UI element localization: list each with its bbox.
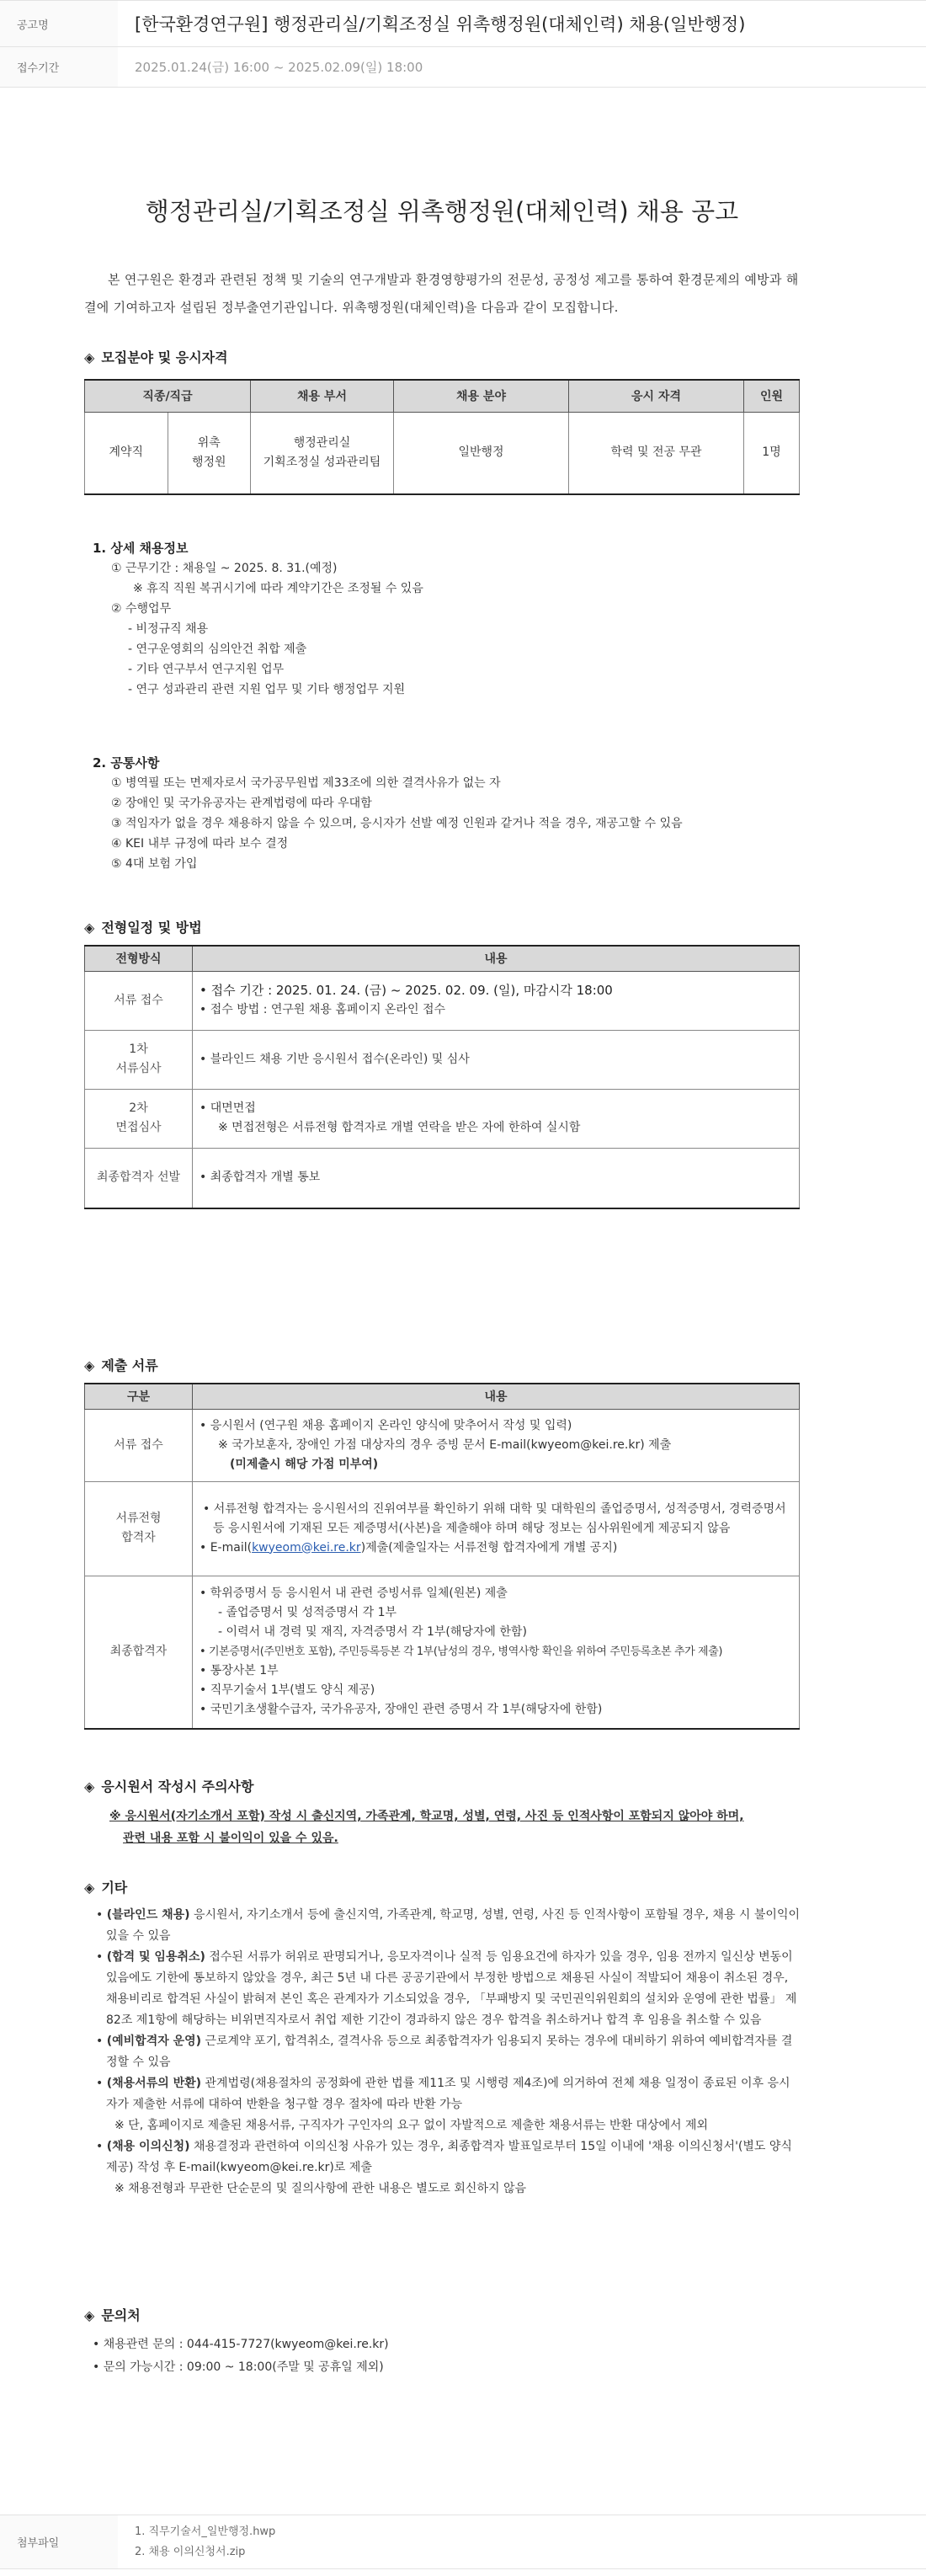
etc-item: • (채용 이의신청) 채용결정과 관련하여 이의신청 사유가 있는 경우, 최종합격자 발표일로부터 15일 이내에 '채용 이의신청서'(별도 양식 제공) 작성 후 E-mail(kwyeom@kei.re.kr)로 제출 — [96, 2140, 792, 2174]
cell-content — [193, 1409, 800, 1481]
common-line: ③ 적임자가 없을 경우 채용하지 않을 수 있으며, 응시자가 선발 예정 인원과 같거나 적을 경우, 재공고할 수 있음 — [111, 817, 683, 830]
attachments-label: 첨부파일 — [0, 2515, 118, 2568]
cell-grade: 위촉 행정원 — [168, 412, 251, 494]
cell-cat: 최종합격자 선발 — [85, 1148, 193, 1208]
cell-content — [193, 971, 800, 1030]
th-type: 직종/직급 — [85, 380, 251, 412]
detail-info — [93, 538, 423, 700]
attachment-file-link[interactable]: 1. 직무기술서_일반행정.hwp — [135, 2525, 276, 2538]
content-line: • 국민기초생활수급자, 국가유공자, 장애인 관련 증명서 각 1부(해당자에 한함) — [200, 1703, 603, 1717]
detail-heading: 1. 상세 채용정보 — [93, 541, 189, 556]
cell-cat: 서류전형 합격자 — [85, 1481, 193, 1576]
cell-cat: 최종합격자 — [85, 1576, 193, 1729]
diamond-icon: ◈ — [84, 920, 95, 936]
process-table — [84, 945, 800, 1209]
documents-table — [84, 1383, 800, 1730]
detail-line: - 기타 연구부서 연구지원 업무 — [128, 663, 285, 676]
content-line: • 직무기술서 1부(별도 양식 제공) — [200, 1683, 375, 1698]
cell-type: 계약직 — [85, 412, 168, 494]
attachments-area — [0, 2515, 926, 2576]
cell-content: • 블라인드 채용 기반 응시원서 접수(온라인) 및 심사 — [193, 1030, 800, 1089]
etc-item: • (예비합격자 운영) 근로계약 포기, 합격취소, 결격사유 등으로 최종합격자가 임용되지 못하는 경우에 대비하기 위하여 예비합격자를 결정할 수 있음 — [96, 2035, 793, 2069]
period-row — [0, 47, 926, 88]
document-title: 행정관리실/기획조정실 위촉행정원(대체인력) 채용 공고 — [145, 197, 739, 226]
detail-line: ※ 휴직 직원 복귀시기에 따라 계약기간은 조정될 수 있음 — [133, 582, 423, 595]
attachment-file-link[interactable]: 2. 채용 이의신청서.zip — [135, 2546, 246, 2558]
period-value: 2025.01.24(금) 16:00 ~ 2025.02.09(일) 18:00 — [135, 60, 423, 75]
th-content: 내용 — [193, 1384, 800, 1409]
cell-content — [193, 1576, 800, 1729]
diamond-icon: ◈ — [84, 1357, 95, 1373]
notice-body — [0, 88, 926, 2515]
content-line: • 대면면접 — [200, 1101, 256, 1115]
content-line: ※ 국가보훈자, 장애인 가점 대상자의 경우 증빙 문서 E-mail(kwyeom@kei.re.kr) 제출 — [218, 1437, 672, 1452]
cell-cat: 서류 접수 — [85, 1409, 193, 1481]
section-title: 기타 — [101, 1880, 128, 1896]
section-process — [84, 917, 202, 936]
cell-qual: 학력 및 전공 무관 — [569, 412, 744, 494]
contact-line: • 문의 가능시간 : 09:00 ~ 18:00(주말 및 공휴일 제외) — [93, 2360, 384, 2374]
etc-item: • (채용서류의 반환) 관계법령(채용절차의 공정화에 관한 법률 제11조 및 시행령 제4조)에 의거하여 전체 채용 일정이 종료된 이후 응시자가 제출한 서류에 대하여 반환을 청구할 경우 절차에 따라 반환 가능 — [96, 2077, 790, 2111]
th-category: 구분 — [85, 1384, 193, 1409]
content-line: - 이력서 내 경력 및 재직, 자격증명서 각 1부(해당자에 한함) — [218, 1625, 527, 1640]
cell-field: 일반행정 — [394, 412, 569, 494]
diamond-icon: ◈ — [84, 349, 95, 365]
th-content: 내용 — [193, 946, 800, 971]
caution-line: 관련 내용 포함 시 불이익이 있을 수 있음. — [123, 1832, 338, 1845]
section-etc — [84, 1877, 127, 1896]
caution-line: ※ 응시원서(자기소개서 포함) 작성 시 출신지역, 가족관계, 학교명, 성별, 연령, 사진 등 인적사항이 포함되지 않아야 하며, — [109, 1810, 744, 1823]
diamond-icon: ◈ — [84, 1779, 95, 1795]
section-caution — [84, 1776, 253, 1795]
notice-title-row — [0, 0, 926, 47]
content-line: • 학위증명서 등 응시원서 내 관련 증빙서류 일체(원본) 제출 — [200, 1587, 508, 1601]
etc-note: ※ 채용전형과 무관한 단순문의 및 질의사항에 관한 내용은 별도로 회신하지 않음 — [114, 2182, 526, 2195]
positions-table — [84, 379, 800, 495]
email-link[interactable]: kwyeom@kei.re.kr — [252, 1540, 361, 1555]
cell-content — [193, 1481, 800, 1576]
section-title: 응시원서 작성시 주의사항 — [101, 1779, 254, 1795]
content-line: - 졸업증명서 및 성적증명서 각 1부 — [218, 1606, 397, 1620]
contact-info — [93, 2333, 800, 2379]
etc-item: • (블라인드 채용) 응시원서, 자기소개서 등에 출신지역, 가족관계, 학교명, 성별, 연령, 사진 등 인적사항이 포함될 경우, 채용 시 불이익이 있을 수 있음 — [96, 1908, 801, 1943]
caution-text — [93, 1805, 800, 1849]
content-line: • E-mail(kwyeom@kei.re.kr)제출(제출일자는 서류전형 합격자에게 개별 공지) — [200, 1540, 618, 1555]
th-dept: 채용 부서 — [251, 380, 394, 412]
common-line: ④ KEI 내부 규정에 따라 보수 결정 — [111, 837, 289, 851]
attachments-row — [0, 2515, 926, 2569]
content-line: ※ 면접전형은 서류전형 합격자로 개별 연락을 받은 자에 한하여 실시함 — [218, 1121, 581, 1134]
common-line: ② 장애인 및 국가유공자는 관계법령에 따라 우대함 — [111, 797, 372, 810]
cell-count: 1명 — [744, 412, 800, 494]
content-line: • 접수 기간 : 2025. 01. 24. (금) ~ 2025. 02. 09. (일), 마감시각 18:00 — [200, 983, 613, 998]
th-count: 인원 — [744, 380, 800, 412]
content-line: • 접수 방법 : 연구원 채용 홈페이지 온라인 접수 — [200, 1003, 446, 1016]
diamond-icon: ◈ — [84, 2307, 95, 2323]
common-line: ⑤ 4대 보험 가입 — [111, 857, 198, 871]
header — [0, 0, 926, 88]
detail-line: - 연구운영회의 심의안건 취합 제출 — [128, 643, 307, 656]
cell-content: • 최종합격자 개별 통보 — [193, 1148, 800, 1208]
common-line: ① 병역필 또는 면제자로서 국가공무원법 제33조에 의한 결격사유가 없는 자 — [111, 776, 501, 790]
diamond-icon: ◈ — [84, 1880, 95, 1896]
cell-cat: 서류 접수 — [85, 971, 193, 1030]
content-line: • 기본증명서(주민번호 포함), 주민등록등본 각 1부(남성의 경우, 병역사항 확인을 위하여 주민등록초본 추가 제출) — [200, 1645, 723, 1659]
common-heading: 2. 공통사항 — [93, 755, 160, 771]
etc-item: • (합격 및 임용취소) 접수된 서류가 허위로 판명되거나, 응모자격이나 실적 등 임용요건에 하자가 있을 경우, 임용 전까지 일신상 변동이 있음에도 기한에 통보하지 않았을 경우, 최근 5년 내 다른 공공기관에서 부정한 방법으로 채용된 사실이 적발되어 채용이 취소된 경우, 채용비리로 합격된 사실이 밝혀져 본인 혹은 관계자가 기소되었을 경우, 「부패방지 및 국민권익위원회의 설치와 운영에 관한 법률」 제82조 제1항에 해당하는 비위면직자로서 취업 제한 기간이 경과하지 않은 경우 합격을 취소하거나 합격 후 임용을 취소할 수 있음 — [96, 1950, 797, 2027]
content-line: (미제출시 해당 가점 미부여) — [230, 1457, 379, 1471]
detail-line: - 연구 성과관리 관련 지원 업무 및 기타 행정업무 지원 — [128, 683, 406, 696]
detail-line: ② 수행업무 — [111, 602, 172, 616]
cell-cat: 1차 서류심사 — [85, 1030, 193, 1089]
section-title: 모집분야 및 응시자격 — [101, 349, 228, 365]
detail-line: - 비정규직 채용 — [128, 622, 209, 636]
etc-list — [93, 1905, 800, 2200]
content-line: • 통장사본 1부 — [200, 1664, 279, 1678]
content-line: • 서류전형 합격자는 응시원서의 진위여부를 확인하기 위해 대학 및 대학원의 졸업증명서, 성적증명서, 경력증명서 등 응시원서에 기재된 모든 제증명서(사본)을 제출해야 하며 해당 정보는 심사위원에게 제공되지 않음 — [203, 1501, 786, 1535]
intro-paragraph: 본 연구원은 환경과 관련된 정책 및 기술의 연구개발과 환경영향평가의 전문성, 공정성 제고를 통하여 환경문제의 예방과 해결에 기여하고자 설립된 정부출연기관입니다. 위촉행정원(대체인력)을 다음과 같이 모집합니다. — [84, 272, 799, 315]
notice-title: [한국환경연구원] 행정관리실/기획조정실 위촉행정원(대체인력) 채용(일반행정) — [135, 14, 746, 35]
section-title: 전형일정 및 방법 — [101, 920, 202, 936]
period-label: 접수기간 — [0, 47, 118, 87]
th-method: 전형방식 — [85, 946, 193, 971]
cell-dept: 행정관리실 기획조정실 성과관리팀 — [251, 412, 394, 494]
section-title: 제출 서류 — [101, 1357, 158, 1373]
common-info — [93, 753, 683, 874]
notice-title-label: 공고명 — [0, 1, 118, 46]
th-field: 채용 분야 — [394, 380, 569, 412]
attachments-list — [118, 2515, 926, 2568]
section-title: 문의처 — [101, 2307, 141, 2323]
section-recruitment — [84, 347, 228, 366]
th-qual: 응시 자격 — [569, 380, 744, 412]
content-line: • 응시원서 (연구원 채용 홈페이지 온라인 양식에 맞추어서 작성 및 입력) — [200, 1418, 572, 1432]
section-contact — [84, 2305, 141, 2324]
cell-content — [193, 1089, 800, 1148]
cell-cat: 2차 면접심사 — [85, 1089, 193, 1148]
detail-line: ① 근무기간 : 채용일 ~ 2025. 8. 31.(예정) — [111, 562, 338, 575]
section-documents — [84, 1355, 158, 1374]
contact-line: • 채용관련 문의 : 044-415-7727(kwyeom@kei.re.kr) — [93, 2338, 389, 2351]
etc-note: ※ 단, 홈페이지로 제출된 채용서류, 구직자가 구인자의 요구 없이 자발적으로 제출한 채용서류는 반환 대상에서 제외 — [114, 2119, 709, 2132]
